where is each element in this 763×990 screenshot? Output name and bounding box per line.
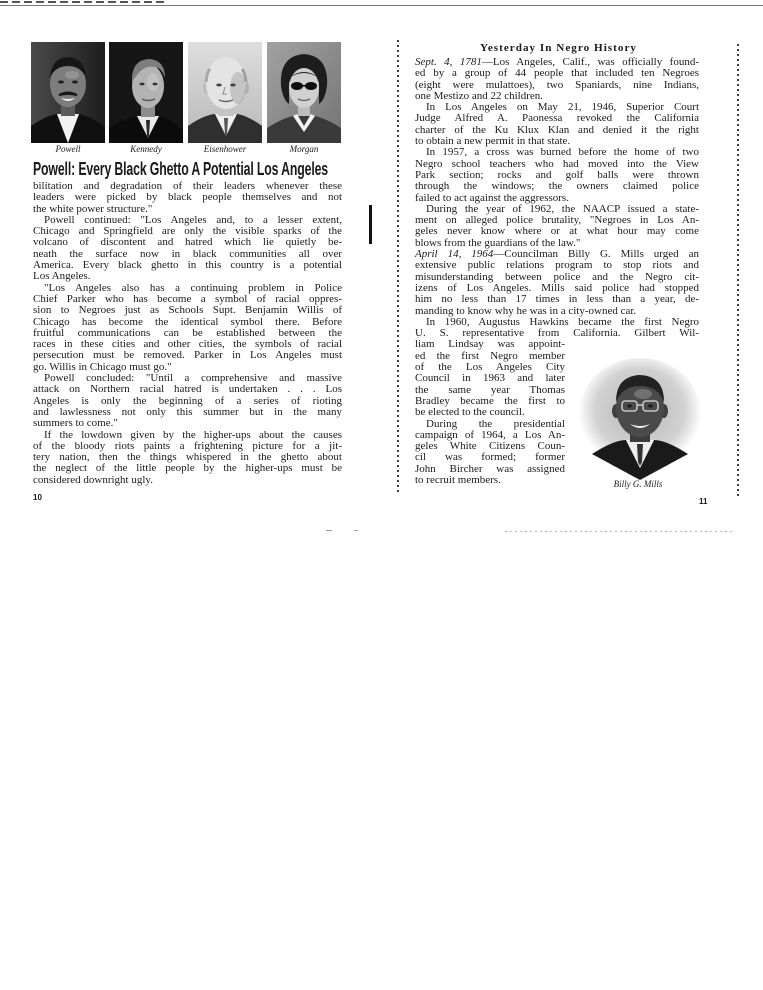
paragraph-line: In 1960, Augustus Hawkins became the first Negro [426,315,699,328]
paragraph-line: U. S. representative from California. Gilbert Wil- [415,327,699,340]
photo-caption: Powell [55,144,81,154]
paragraph-line: summers to come." [33,417,118,430]
paragraph-line: Powell concluded: "Until a comprehensive and massive [44,372,342,385]
paragraph-line: charter of the Ku Klux Klan and denied it the right [415,123,699,136]
paragraph-line: through the windows; the owners claimed police [415,180,699,193]
paragraph-line: misunderstanding between police and the Negro cit- [415,270,699,283]
paragraph-line: campaign of 1964, a Los An- [415,428,565,441]
paragraph-line: go. Willis in Chicago must go." [33,360,172,373]
paragraph [33,373,342,429]
paragraph [415,102,699,147]
paragraph-line: cil was formed; former [415,451,565,464]
article-headline: Powell: Every Black Ghetto A Potential Los Angeles [33,159,328,179]
paragraph-line: Powell continued: "Los Angeles and, to a lesser extent, [44,213,342,226]
photo-caption: Morgan [289,144,319,154]
paragraph [33,430,342,486]
entry-date: Sept. 4, 1781 [415,56,482,68]
paragraph-line: ed by a group of 44 people that included ten Negroes [415,67,699,80]
paragraph-line: attack on Northern racial hatred is undertaken . . . Los [33,383,342,396]
line-text: —Councilman Billy G. Mills urged an [493,248,699,261]
column-title: Yesterday In Negro History [480,42,637,54]
paragraph-line: of the bloody riots paints a frightening picture for a jit- [33,439,342,452]
paragraph-line: the neglect of the little people by the higher-ups must be [33,462,342,475]
paragraph-line: Park section; rocks and golf balls were thrown [415,168,699,181]
paragraph-line: Chicago has become the identical symbol there. Before [33,315,342,328]
article-body [33,181,342,486]
paragraph-line: volcano of discontent and hatred which lie quietly be- [33,236,342,249]
paragraph-line: Chicago and Springfield are only the visible sparks of the [33,225,342,238]
photo-eisenhower [188,42,262,143]
left-dotted-border [397,40,399,492]
gutter-mark [369,205,372,244]
paragraph-line: ed the first Negro member [415,349,565,362]
paragraph [415,147,699,203]
paragraph-line: John Bircher was assigned [415,462,565,475]
paragraph-line: Angeles is only the beginning of a series of rioting [33,394,342,407]
paragraph-line: During the year of 1962, the NAACP issued a state- [426,202,699,215]
paragraph-line: tery nation, then the things whispered in the ghetto about [33,451,342,464]
paragraph-line: him no less than 17 times in less than a year, de- [415,293,699,306]
paragraph-line: bilitation and degradation of their leaders whenever these [33,180,342,192]
paragraph-line: ment on alleged police brutality, "Negroes in Los An- [415,214,699,227]
paragraph-line: liam Lindsay was appoint- [415,338,565,351]
paragraph-line: Negro school teachers who had moved into the View [415,157,699,170]
photo-caption: Billy G. Mills [613,479,663,489]
paragraph [33,283,342,373]
paragraph-line: Bradley became the first to [415,394,565,407]
paragraph-line: In Los Angeles on May 21, 1946, Superior Court [426,101,699,114]
paragraph-line: Council in 1963 and later [415,372,565,385]
paragraph-line: to recruit members. [415,473,501,486]
paragraph-line: Los Angeles. [33,270,91,283]
paragraph [33,181,342,215]
paragraph-line: manding to know why he was in a city-owned car. [415,304,637,317]
line-text: —Los Angeles, Calif., was officially found- [481,56,699,68]
paragraph-line: persecution must be removed. Parker in Los Angeles must [33,349,342,362]
paragraph-line: izens of Los Angeles. Mills said police had stopped [415,281,699,294]
paragraph-line: the same year Thomas [415,383,565,396]
paragraph [415,249,699,317]
paragraph-line: the white power structure." [33,202,153,215]
paragraph-line: blows from the guardians of the law." [415,236,581,249]
paragraph-line: Chief Parker who has become a symbol of racial oppres- [33,292,342,305]
top-rule [0,5,763,6]
paragraph-line: neath the surface now in black communities all over [33,247,342,260]
paragraph-line: failed to act against the aggressors. [415,191,569,204]
page-number: 10 [33,493,42,502]
paragraph-line: races in these cities and other cities, the symbols of racial [33,338,342,351]
paragraph-line: one Mestizo and 22 children. [415,89,543,102]
top-dashed-rule [0,1,165,3]
paragraph [415,57,699,102]
scan-artifact [354,530,358,531]
paragraph-line: If the lowdown given by the higher-ups about the causes [44,428,342,441]
paragraph-line: fruitful communications can be established between the [33,326,342,339]
paragraph-line: geles White Citizens Coun- [415,440,565,453]
paragraph-line: (eight were mulattoes), two Spaniards, nine Indians, [415,78,699,91]
paragraph-line: America. Every black ghetto in this country is a potential [33,259,342,272]
paragraph-line: and lawlessness not only this summer but in the many [33,405,342,418]
paragraph-line: considered downright ugly. [33,473,153,486]
paragraph-line: leaders were picked by black people themselves and not [33,191,342,204]
photo-kennedy [109,42,183,143]
photo-billy-g-mills [578,358,702,480]
right-dotted-border [737,44,739,497]
photo-caption: Kennedy [130,144,162,154]
scan-artifact [326,530,332,531]
paragraph-line: sion to Negroes just as Schools Supt. Benjamin Willis of [33,304,342,317]
paragraph-line: Judge Alfred A. Paonessa revoked the California [415,112,699,125]
photo-caption: Eisenhower [203,144,247,154]
paragraph-line: be elected to the council. [415,406,525,419]
photo-powell [31,42,105,143]
paragraph-line: to obtain a new permit in that state. [415,135,571,148]
photo-morgan [267,42,341,143]
entry-date: April 14, 1964 [415,248,494,261]
paragraph-line: During the presidential [426,417,565,430]
paragraph-line: "Los Angeles also has a continuing problem in Police [44,281,342,294]
paragraph-line: of the Los Angeles City [415,361,565,374]
paragraph-line: extensive public relations program to stop riots and [415,259,699,272]
paragraph [415,204,699,249]
page-number: 11 [699,497,708,506]
paragraph-line: geles never know where or at what hour may come [415,225,699,238]
paragraph [33,215,342,283]
scan-artifact [505,531,735,532]
paragraph-line: In 1957, a cross was burned before the home of two [426,146,699,159]
